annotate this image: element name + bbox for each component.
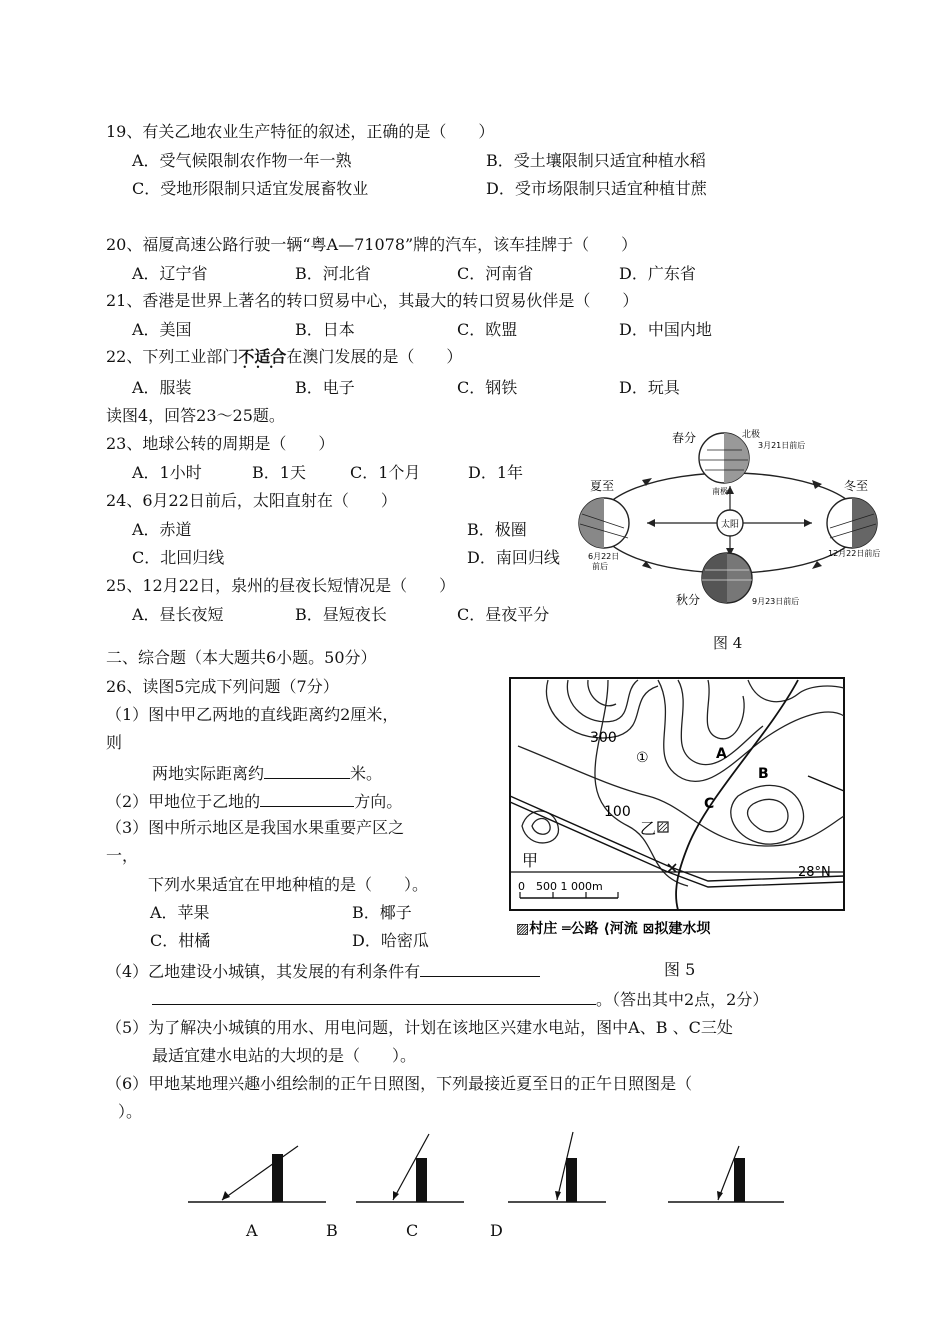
noon-figure-a	[188, 1146, 326, 1202]
q26-part5-line1: （5）为了解决小城镇的用水、用电问题，计划在该地区兴建水电站，图中A、B 、C三处	[106, 1018, 733, 1037]
q26-part3-line2: 一，	[106, 846, 139, 865]
label-summer: 夏至	[590, 479, 615, 493]
q22-emphasis: 不适合 • • •	[238, 347, 286, 366]
q19-option-a: A．受气候限制农作物一年一熟	[132, 151, 352, 170]
q21-option-b: B．日本	[295, 320, 355, 339]
noon-label-a: A	[246, 1221, 258, 1240]
figure-5-caption: 图 5	[664, 960, 696, 979]
q21-option-c: C．欧盟	[457, 320, 518, 339]
q22-stem	[106, 349, 462, 365]
label-jun22: 6月22日	[588, 552, 620, 561]
q26-part1-line3: 两地实际距离约 米。	[152, 764, 383, 783]
q20-option-c: C．河南省	[457, 264, 534, 283]
q21-option-a: A．美国	[132, 320, 192, 339]
q24-option-a: A．赤道	[132, 520, 192, 539]
q26-part4-line1: （4）乙地建设小城镇，其发展的有利条件有	[106, 962, 540, 980]
q22-option-c: C．钢铁	[457, 378, 518, 397]
q23-option-a: A．1小时	[132, 463, 202, 482]
q26-part3-option-b: B．椰子	[352, 903, 412, 922]
noon-figure-c	[508, 1132, 606, 1202]
noon-sun-figures	[186, 1128, 796, 1212]
label-winter: 冬至	[843, 479, 868, 493]
label-dec22: 12月22日前后	[828, 549, 881, 558]
q21-stem: 21、香港是世界上著名的转口贸易中心，其最大的转口贸易伙伴是（ ）	[106, 291, 639, 310]
noon-label-b: B	[326, 1221, 338, 1240]
marker-a: A	[716, 746, 727, 762]
noon-figure-d	[668, 1146, 784, 1202]
q24-option-d: D．南回归线	[467, 548, 560, 567]
label-sep23: 9月23日前后	[752, 597, 800, 606]
q24-stem: 24、6月22日前后，太阳直射在（ ）	[106, 491, 397, 510]
village-yi-label: 乙	[640, 819, 657, 838]
q22-option-a: A．服装	[132, 378, 192, 397]
q20-stem: 20、福厦高速公路行驶一辆“粤A—71078”牌的汽车，该车挂牌于（ ）	[106, 235, 638, 254]
label-mar21: 3月21日前后	[758, 441, 806, 450]
q22-stem-post: 在澳门发展的是（ ）	[286, 347, 463, 366]
q26-stem: 26、读图5完成下列问题（7分）	[106, 677, 339, 696]
marker-1: ①	[636, 750, 649, 766]
contour-label-300: 300	[590, 730, 617, 746]
figure-4-earth-orbit	[572, 428, 892, 613]
q24-option-b: B．极圈	[467, 520, 527, 539]
q19-option-d: D．受市场限制只适宜种植甘蔗	[486, 179, 707, 198]
q26-part5-line2: 最适宜建水电站的大坝的是（ ）。	[152, 1046, 417, 1065]
marker-c: C	[704, 796, 715, 812]
q23-option-d: D．1年	[468, 463, 524, 482]
answer-blank-direction[interactable]	[260, 792, 354, 807]
q22-option-d: D．玩具	[619, 378, 680, 397]
label-north-pole: 北极	[742, 430, 761, 440]
q25-option-c: C．昼夜平分	[457, 605, 550, 624]
q26-part1-line2: 则	[106, 733, 123, 752]
q19-stem: 19、有关乙地农业生产特征的叙述，正确的是（ ）	[106, 122, 495, 141]
q21-option-d: D．中国内地	[619, 320, 712, 339]
q26-part3-line1: （3）图中所示地区是我国水果重要产区之	[106, 818, 405, 837]
figure-5-contour-map	[508, 676, 848, 940]
q26-part3-option-a: A．苹果	[150, 903, 210, 922]
section-2-heading: 二、综合题（本大题共6小题。50分）	[106, 648, 377, 667]
svg-text:前后: 前后	[592, 562, 608, 571]
contour-label-100: 100	[604, 804, 631, 820]
label-south-pole: 南极	[712, 487, 728, 496]
map-legend: ▨村庄 ═公路 ⟨河流 ⊠拟建水坝	[516, 921, 711, 937]
q26-part6-line2: ）。	[118, 1102, 143, 1121]
q26-part3-option-c: C．柑橘	[150, 931, 211, 950]
q26-part3-line3: 下列水果适宜在甲地种植的是（ ）。	[148, 875, 429, 894]
q23-stem: 23、地球公转的周期是（ ）	[106, 434, 335, 453]
q22-stem-pre: 22、下列工业部门	[106, 347, 239, 366]
q25-option-b: B．昼短夜长	[295, 605, 387, 624]
q26-part3-option-d: D．哈密瓜	[352, 931, 429, 950]
q20-option-b: B．河北省	[295, 264, 371, 283]
q25-stem: 25、12月22日，泉州的昼夜长短情况是（ ）	[106, 576, 456, 595]
noon-figure-b	[356, 1134, 464, 1202]
q20-option-d: D．广东省	[619, 264, 696, 283]
q26-part1-line1: （1）图中甲乙两地的直线距离约2厘米，	[106, 705, 399, 724]
figure-4-caption: 图 4	[713, 634, 743, 652]
place-jia-label: 甲	[522, 851, 539, 870]
scale-label: 0 500 1 000m	[518, 880, 603, 893]
q25-option-a: A．昼长夜短	[132, 605, 224, 624]
noon-label-d: D	[490, 1221, 503, 1240]
q19-option-b: B．受土壤限制只适宜种植水稻	[486, 151, 706, 170]
latitude-label: 28°N	[798, 865, 831, 880]
answer-blank-conditions-1[interactable]	[420, 962, 540, 977]
label-autumn: 秋分	[676, 593, 701, 607]
q24-option-c: C．北回归线	[132, 548, 225, 567]
q22-option-b: B．电子	[295, 378, 355, 397]
marker-b: B	[758, 766, 769, 782]
sun-label: 太阳	[720, 520, 740, 530]
noon-label-c: C	[406, 1221, 419, 1240]
q23-option-c: C．1个月	[350, 463, 421, 482]
q20-option-a: A．辽宁省	[132, 264, 208, 283]
read-fig4-instruction: 读图4，回答23～25题。	[106, 406, 285, 425]
label-spring: 春分	[671, 431, 696, 445]
answer-blank-distance[interactable]	[264, 764, 350, 779]
q23-option-b: B．1天	[252, 463, 306, 482]
q26-part2: （2）甲地位于乙地的 方向。	[106, 792, 403, 811]
q26-part6-line1: （6）甲地某地理兴趣小组绘制的正午日照图，下列最接近夏至日的正午日照图是（	[106, 1074, 693, 1093]
answer-blank-conditions-2[interactable]	[152, 990, 596, 1005]
q26-part4-line2: 。（答出其中2点，2分）	[152, 990, 768, 1008]
q19-option-c: C．受地形限制只适宜发展畜牧业	[132, 179, 369, 198]
